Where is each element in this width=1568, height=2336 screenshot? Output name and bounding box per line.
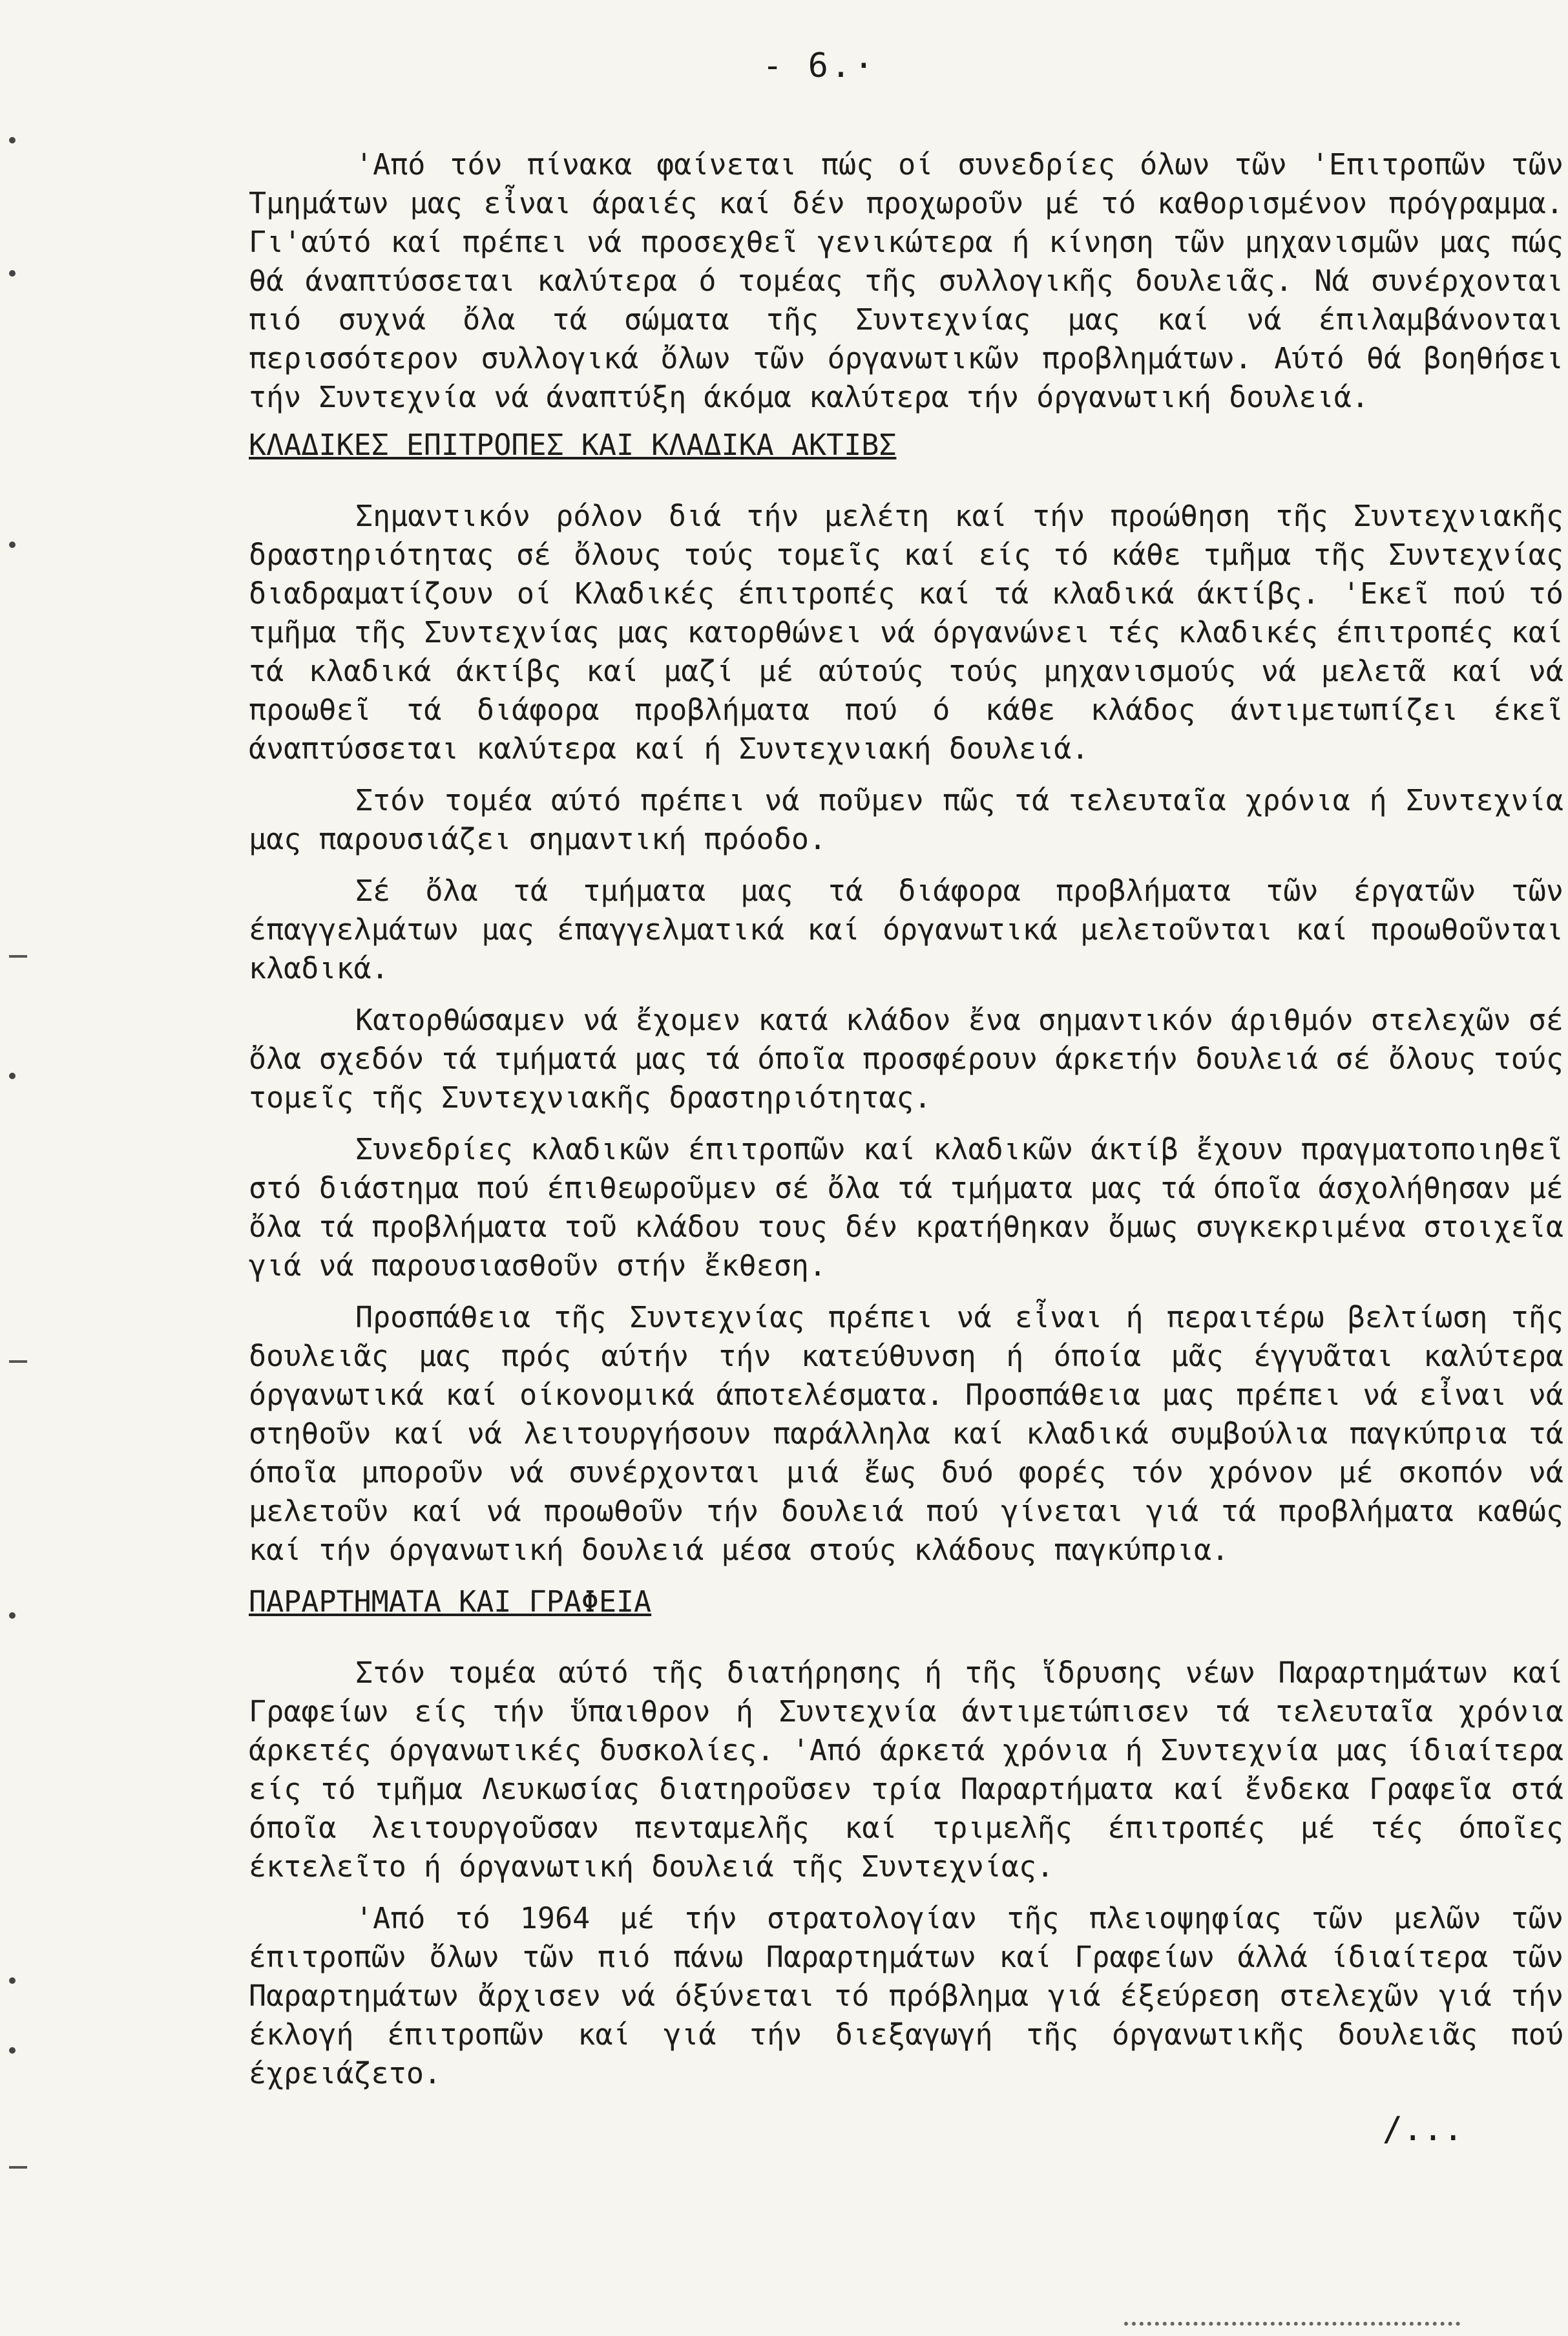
section1-paragraph: Στόν τομέα αύτό πρέπει νά ποῦμεν πῶς τά τελευταῖα χρόνια ή Συντεχνία μας παρουσιάζει σημαντική πρόοδο.: [249, 783, 1563, 856]
margin-dot: [9, 1073, 16, 1079]
section1-paragraph: Κατορθώσαμεν νά ἔχομεν κατά κλάδον ἔνα σημαντικόν άριθμόν στελεχῶν σέ ὄλα σχεδόν τά τμήματά μας τά όποῖα προσφέρουν άρκετήν δουλειά σέ ὄλους τούς τομεῖς τῆς Συντεχνιακῆς δραστηριότητας.: [249, 1003, 1563, 1115]
section1-paragraph: Σημαντικόν ρόλον διά τήν μελέτη καί τήν προώθηση τῆς Συντεχνιακῆς δραστηριότητας σέ ὄλους τούς τομεῖς καί είς τό κάθε τμῆμα τῆς Συντεχνίας διαδραματίζουν οί Κλαδικές έπιτροπές καί τά κλαδικά άκτίβς. 'Εκεῖ πού τό τμῆμα τῆς Συντεχνίας μας κατορθώνει νά όργανώνει τές κλαδικές έπιτροπές καί τά κλαδικά άκτίβς καί μαζί μέ αύτούς τούς μηχανισμούς νά μελετᾶ καί νά προωθεῖ τά διάφορα προβλήματα πού ό κάθε κλάδος άντιμετωπίζει έκεῖ άναπτύσσεται καλύτερα καί ή Συντεχνιακή δουλειά.: [249, 499, 1563, 766]
section2-paragraph: Στόν τομέα αύτό τῆς διατήρησης ή τῆς ἵδρυσης νέων Παραρτημάτων καί Γραφείων είς τήν ὕπαιθρον ή Συντεχνία άντιμετώπισεν τά τελευταῖα χρόνια άρκετές όργανωτικές δυσκολίες. 'Από άρκετά χρόνια ή Συντεχνία μας ίδιαίτερα είς τό τμῆμα Λευκωσίας διατηροῦσεν τρία Παραρτήματα καί ἔνδεκα Γραφεῖα στά όποῖα λειτουργοῦσαν πενταμελῆς καί τριμελῆς έπιτροπές μέ τές όποῖες έκτελεῖτο ή όργανωτική δουλειά τῆς Συντεχνίας.: [249, 1656, 1563, 1884]
margin-dash: [9, 955, 27, 958]
margin-dash: [9, 1360, 27, 1363]
continuation-mark: /...: [1382, 2110, 1463, 2149]
margin-dot: [9, 137, 16, 143]
margin-dot: [9, 1612, 16, 1619]
section2-paragraph: 'Από τό 1964 μέ τήν στρατολογίαν τῆς πλειοψηφίας τῶν μελῶν τῶν έπιτροπῶν ὄλων τῶν πιό πάνω Παραρτημάτων καί Γραφείων άλλά ίδιαίτερα τῶν Παραρτημάτων ἄρχισεν νά όξύνεται τό πρόβλημα γιά έξεύρεση στελεχῶν γιά τήν έκλογή έπιτροπῶν καί γιά τήν διεξαγωγή τῆς όργανωτικῆς δουλειᾶς πού έχρειάζετο.: [249, 1901, 1563, 2090]
page-number: - 6.·: [762, 47, 877, 85]
bottom-artifact: [1124, 2317, 1460, 2326]
section-heading-parartimata: ΠΑΡΑΡΤΗΜΑΤΑ ΚΑΙ ΓΡΑΦΕΙΑ: [249, 1584, 652, 1619]
section1-paragraph: Συνεδρίες κλαδικῶν έπιτροπῶν καί κλαδικῶν άκτίβ ἔχουν πραγματοποιηθεῖ στό διάστημα πού έπιθεωροῦμεν σέ ὄλα τά τμήματα μας τά όποῖα άσχολήθησαν μέ ὄλα τά προβλήματα τοῦ κλάδου τους δέν κρατήθηκαν ὄμως συγκεκριμένα στοιχεῖα γιά νά παρουσιασθοῦν στήν ἔκθεση.: [249, 1132, 1563, 1283]
document-body: [249, 145, 1563, 2149]
margin-dot: [9, 2047, 16, 2054]
section-heading-klad: ΚΛΑΔΙΚΕΣ ΕΠΙΤΡΟΠΕΣ ΚΑΙ ΚΛΑΔΙΚΑ ΑΚΤΙΒΣ: [249, 428, 897, 462]
section1-paragraph: Σέ ὄλα τά τμήματα μας τά διάφορα προβλήματα τῶν έργατῶν τῶν έπαγγελμάτων μας έπαγγελματικά καί όργανωτικά μελετοῦνται καί προωθοῦνται κλαδικά.: [249, 874, 1563, 985]
margin-dash: [9, 2166, 27, 2169]
section1-paragraph: Προσπάθεια τῆς Συντεχνίας πρέπει νά εἶναι ή περαιτέρω βελτίωση τῆς δουλειᾶς μας πρός αύτήν τήν κατεύθυνση ή όποία μᾶς έγγυᾶται καλύτερα όργανωτικά καί οίκονομικά άποτελέσματα. Προσπάθεια μας πρέπει νά εἶναι νά στηθοῦν καί νά λειτουργήσουν παράλληλα καί κλαδικά συμβούλια παγκύπρια τά όποῖα μποροῦν νά συνέρχονται μιά ἔως δυό φορές τόν χρόνον μέ σκοπόν νά μελετοῦν καί νά προωθοῦν τήν δουλειά πού γίνεται γιά τά προβλήματα καθώς καί τήν όργανωτική δουλειά μέσα στούς κλάδους παγκύπρια.: [249, 1300, 1563, 1567]
margin-dot: [9, 542, 16, 548]
intro-paragraph: 'Από τόν πίνακα φαίνεται πώς οί συνεδρίες όλων τῶν 'Επιτροπῶν τῶν Τμημάτων μας εἶναι άραιές καί δέν προχωροῦν μέ τό καθορισμένον πρόγραμμα. Γι'αύτό καί πρέπει νά προσεχθεῖ γενικώτερα ή κίνηση τῶν μηχανισμῶν μας πώς θά άναπτύσσεται καλύτερα ό τομέας τῆς συλλογικῆς δουλειᾶς. Νά συνέρχονται πιό συχνά ὄλα τά σώματα τῆς Συντεχνίας μας καί νά έπιλαμβάνονται περισσότερον συλλογικά ὄλων τῶν όργανωτικῶν προβλημάτων. Αύτό θά βοηθήσει τήν Συντεχνία νά άναπτύξη άκόμα καλύτερα τήν όργανωτική δουλειά.: [249, 147, 1563, 414]
margin-dot: [9, 270, 16, 277]
margin-dot: [9, 1977, 16, 1984]
